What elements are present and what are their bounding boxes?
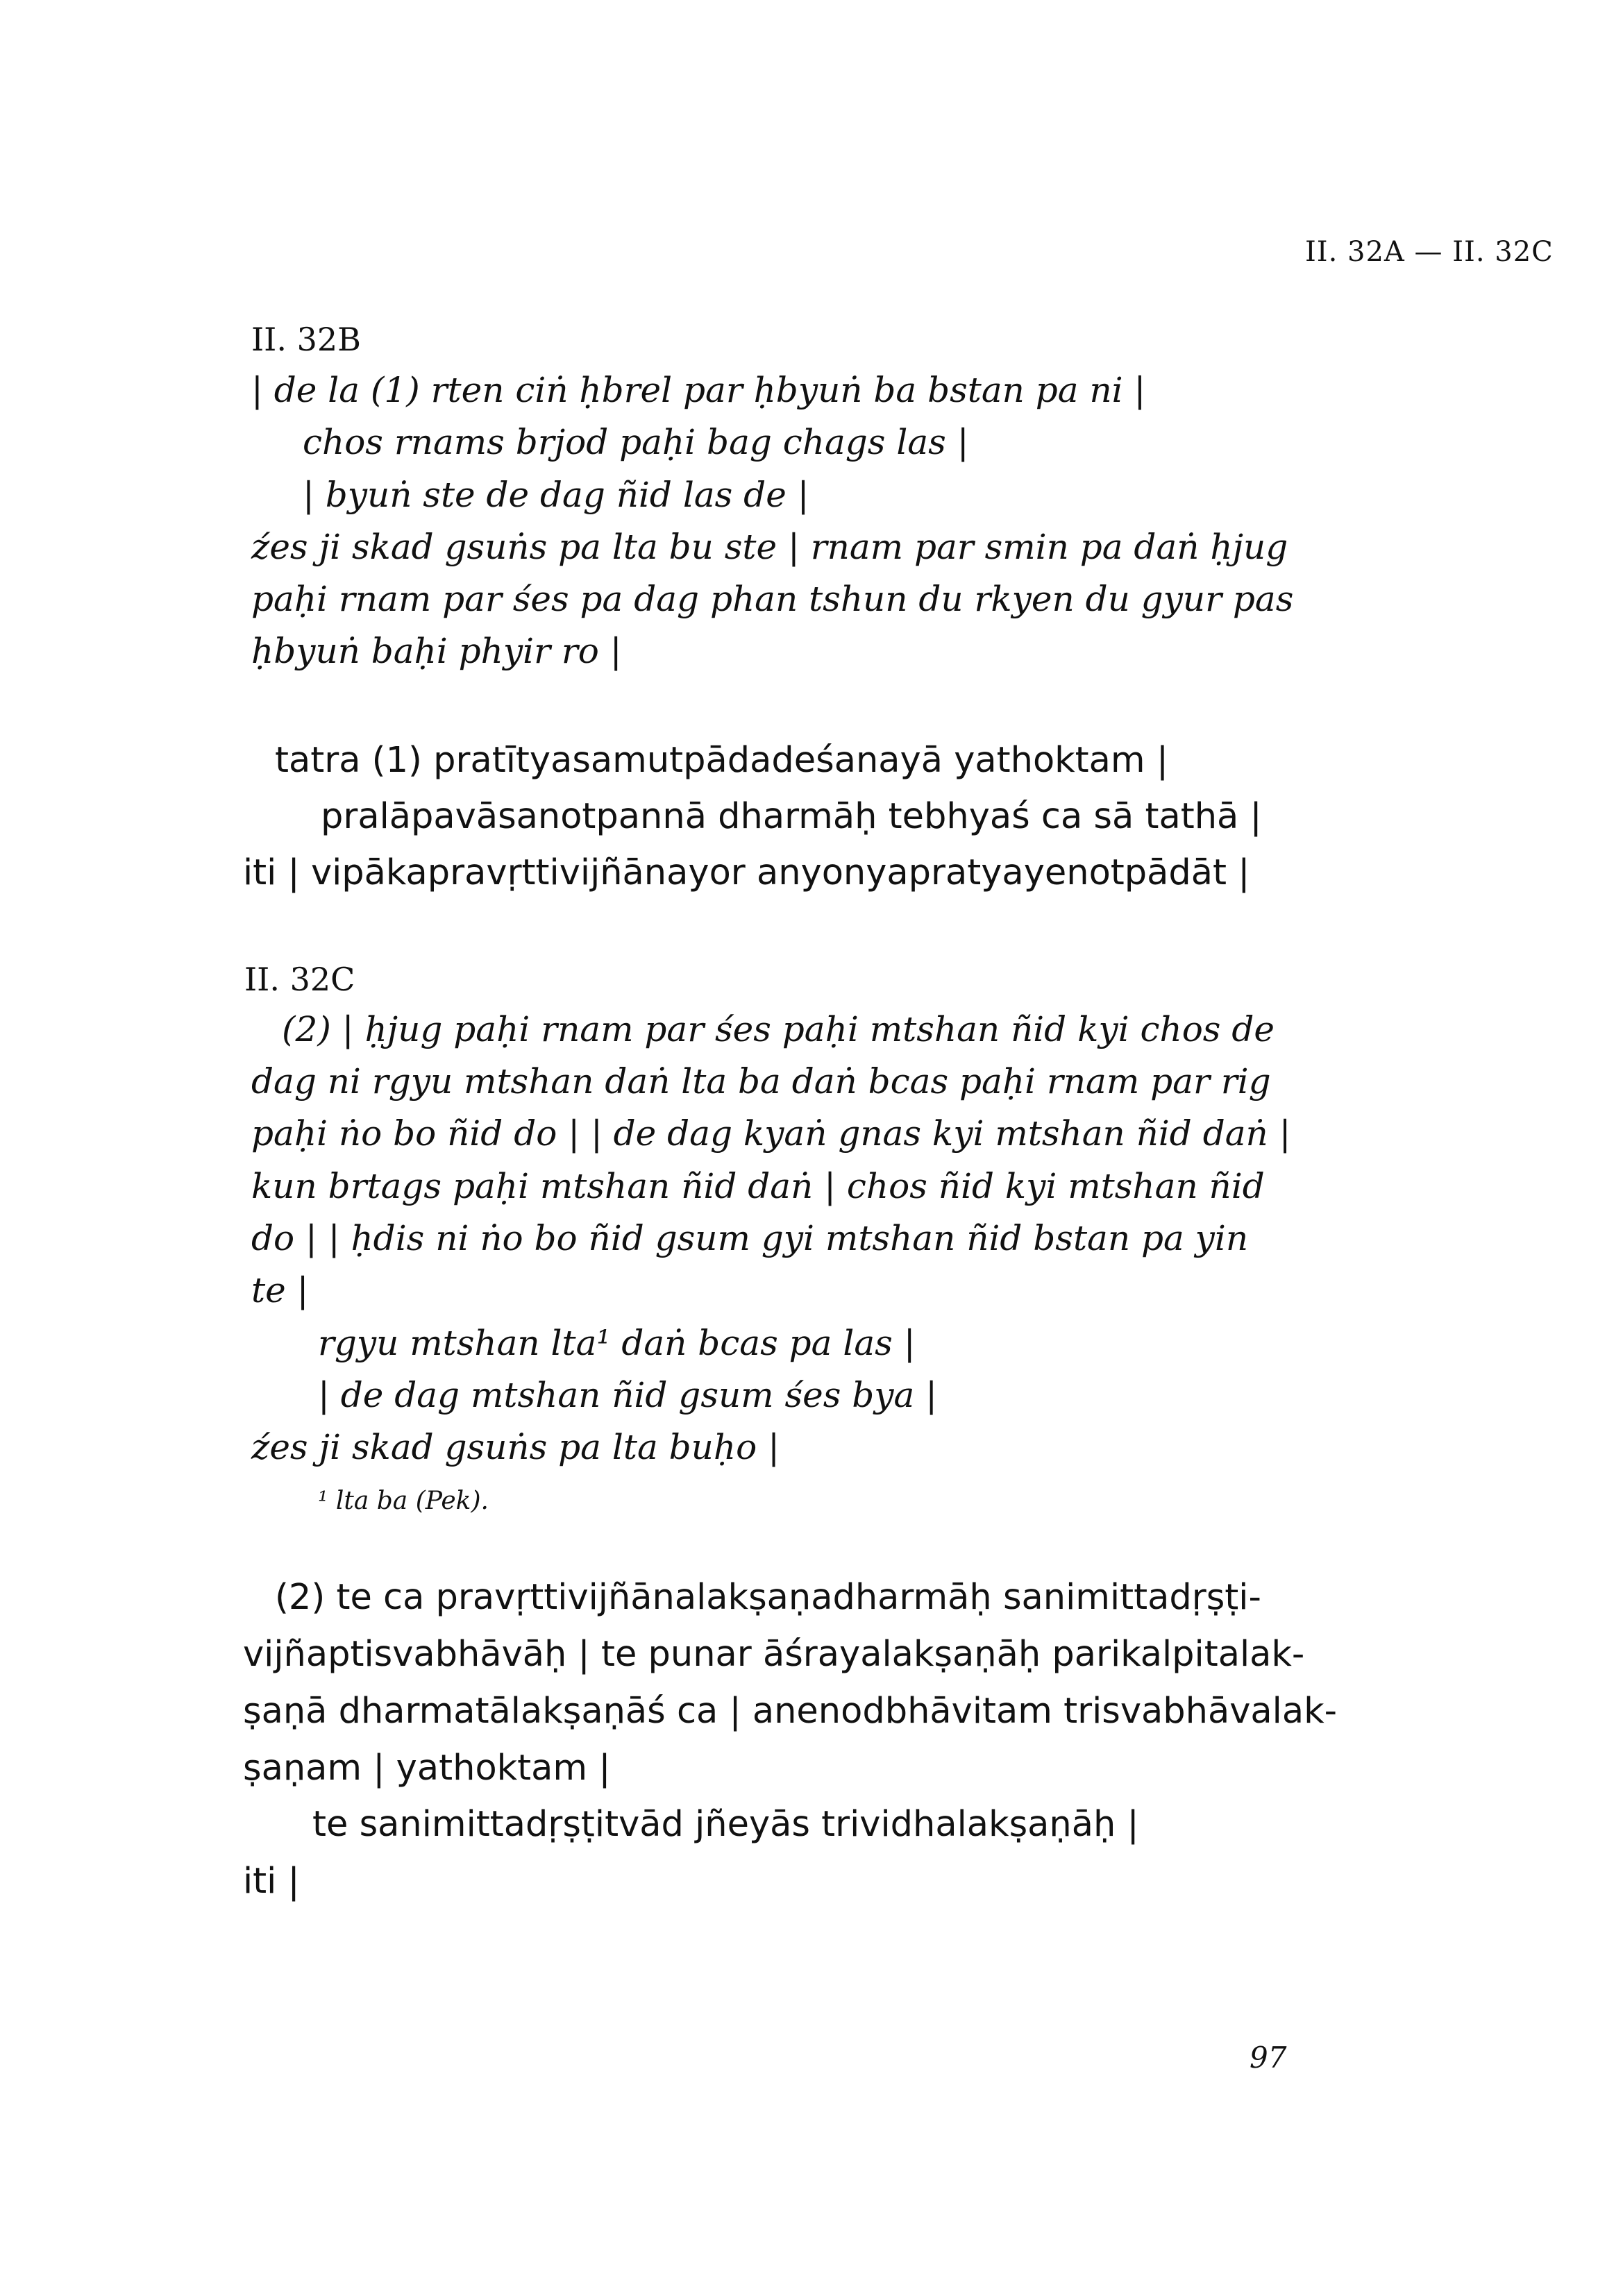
section-label-32b: II. 32B bbox=[251, 321, 361, 358]
tibetan-verse-line: | byuṅ ste de dag ñid las de | bbox=[303, 475, 809, 515]
tibetan-line: do | | ḥdis ni ṅo bo ñid gsum gyi mtshan ñid bstan pa yin bbox=[251, 1218, 1249, 1258]
sanskrit-line: iti | bbox=[243, 1861, 300, 1902]
tibetan-line: te | bbox=[251, 1270, 309, 1310]
sanskrit-line: iti | vipākapravṛttivijñānayor anyonyapratyayenotpādāt | bbox=[243, 852, 1250, 893]
tibetan-line: paḥi ṅo bo ñid do | | de dag kyaṅ gnas kyi mtshan ñid daṅ | bbox=[251, 1113, 1291, 1154]
sanskrit-line: (2) te ca pravṛttivijñānalakṣaṇadharmāḥ sanimittadṛṣṭi- bbox=[275, 1577, 1261, 1618]
tibetan-verse-line: chos rnams brjod paḥi bag chags las | bbox=[303, 422, 969, 462]
sanskrit-line: ṣaṇam | yathoktam | bbox=[243, 1748, 611, 1789]
tibetan-verse-line: | de dag mtshan ñid gsum śes bya | bbox=[318, 1375, 938, 1415]
tibetan-line: kun brtags paḥi mtshan ñid daṅ | chos ñid kyi mtshan ñid bbox=[251, 1166, 1265, 1206]
sanskrit-line: tatra (1) pratītyasamutpādadeśanayā yathoktam | bbox=[275, 740, 1169, 781]
tibetan-line: paḥi rnam par śes pa dag phan tshun du rkyen du gyur pas bbox=[251, 579, 1294, 619]
tibetan-verse-line: rgyu mtshan lta¹ daṅ bcas pa las | bbox=[318, 1323, 916, 1363]
tibetan-line: źes ji skad gsuṅs pa lta buḥo | bbox=[251, 1427, 780, 1467]
tibetan-line: (2) | ḥjug paḥi rnam par śes paḥi mtshan ñid kyi chos de bbox=[282, 1009, 1275, 1049]
sanskrit-verse-line: pralāpavāsanotpannā dharmāḥ tebhyaś ca sā tathā | bbox=[321, 796, 1262, 837]
tibetan-line: ḥbyuṅ baḥi phyir ro | bbox=[251, 631, 622, 671]
footnote: ¹ lta ba (Pek). bbox=[318, 1487, 489, 1515]
sanskrit-line: vijñaptisvabhāvāḥ | te punar āśrayalakṣaṇāḥ parikalpitalak- bbox=[243, 1634, 1305, 1675]
sanskrit-line: ṣaṇā dharmatālakṣaṇāś ca | anenodbhāvitam trisvabhāvalak- bbox=[243, 1691, 1338, 1732]
tibetan-line: źes ji skad gsuṅs pa lta bu ste | rnam par smin pa daṅ ḥjug bbox=[251, 527, 1288, 567]
sanskrit-verse-line: te sanimittadṛṣṭitvād jñeyās trividhalakṣaṇāḥ | bbox=[312, 1804, 1139, 1845]
section-label-32c: II. 32C bbox=[244, 961, 355, 998]
page-number: 97 bbox=[1250, 2041, 1287, 2075]
tibetan-line: dag ni rgyu mtshan daṅ lta ba daṅ bcas paḥi rnam par rig bbox=[251, 1061, 1271, 1101]
tibetan-line: | de la (1) rten ciṅ ḥbrel par ḥbyuṅ ba bstan pa ni | bbox=[251, 370, 1146, 410]
running-head: II. 32A — II. 32C bbox=[1305, 236, 1554, 268]
